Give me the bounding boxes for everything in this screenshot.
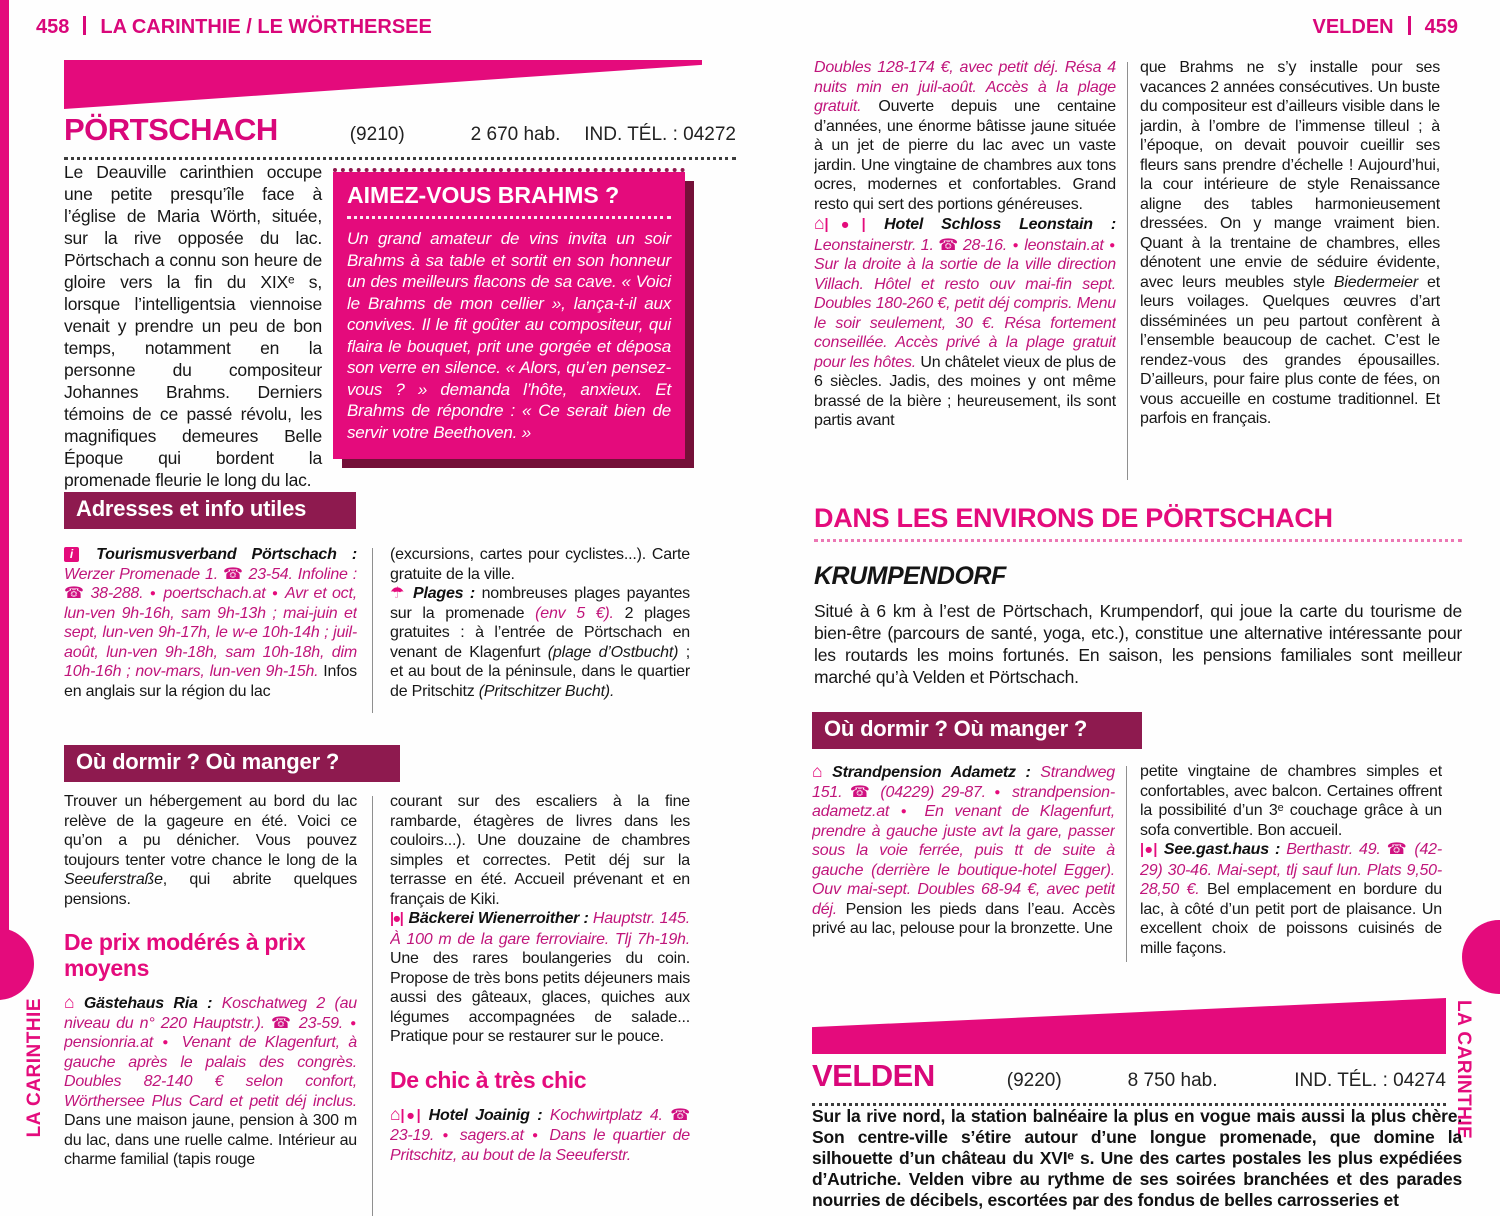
text-segment: 23-19. [390, 1127, 442, 1144]
resto-icon: |●| [390, 911, 403, 927]
adresses-column-2 [390, 545, 690, 723]
text-segment: Bel emplacement en bordure du lac, à côté d’un petit port de plaisance. Un excellent choix de poissons cuisinés de mille façons. [1140, 881, 1442, 957]
text-segment: Leonstainerstr. 1. [814, 236, 939, 254]
text-segment: Un châtelet vieux de plus de 6 siècles. Jadis, des moines y ont même brassé de la bière ; heureusement, ils sont partis avant [814, 353, 1116, 429]
phone-icon: ☎ [223, 565, 244, 583]
bullet-icon: ● [1109, 239, 1115, 251]
phone-icon: ☎ [64, 585, 85, 602]
city-name: PÖRTSCHACH [64, 112, 278, 147]
dotted-rule [814, 539, 1462, 542]
bullet-icon: ● [532, 1130, 541, 1141]
subhead-de-chic: De chic à très chic [390, 1066, 587, 1093]
text-segment: et leurs voilages. Quelques œuvres d’art disséminées un peu partout confèrent à l’ensemble beaucoup de cachet. C’est le rendez-vous des grandes épousailles. D’ailleurs, pour faire plus conte de fées, on vous accueille en costume traditionnel. Et parfois en français. [1140, 273, 1440, 427]
postal-code: (9210) [349, 124, 405, 145]
text-segment: , qui abrite quelques pensions. [64, 871, 357, 908]
krumpendorf-column-1 [812, 762, 1115, 968]
bullet-icon: ● [149, 588, 157, 599]
text-segment: Une des rares boulangeries du coin. Propose de très bons petits déjeuners mais aussi des gâteaux, glaces, quiches aux légumes accompagnées de salade... Pratique pour se restaurer sur le pouce. [390, 950, 690, 1045]
right-page-column-1 [814, 58, 1116, 484]
city-name: VELDEN [812, 1058, 935, 1093]
text-segment: Pension les pieds dans l’eau. Accès privé au lac, pelouse pour la bronzette. Une [812, 900, 1115, 937]
left-edge-strip [0, 0, 9, 988]
environs-section [814, 503, 1462, 542]
text-segment: 2 plages gratuites : à l’entrée de Pörtschach en venant de Klagenfurt [390, 604, 690, 661]
text-segment: Seeuferstraße [64, 871, 163, 888]
ou-dormir-column-1 [64, 792, 357, 1216]
city-banner-wedge [812, 998, 1446, 1054]
entry-strandpension-adametz [812, 762, 1115, 939]
header-divider-bar [83, 16, 86, 35]
city-banner-wedge [64, 60, 702, 109]
bullet-icon: ● [442, 1130, 452, 1141]
info-icon: i [64, 547, 79, 562]
krumpendorf-title: KRUMPENDORF [814, 562, 1006, 590]
text-segment: 38-288. [84, 585, 149, 602]
krumpendorf-column-2 [1140, 762, 1442, 968]
bullet-icon: ● [350, 1017, 356, 1029]
text-segment: strandpension-adametz.at [812, 783, 1115, 820]
text-segment: nombreuses plages payantes sur la promenade [390, 585, 690, 622]
text-segment: Hotel Joainig : [421, 1106, 550, 1124]
entry-baeckerei-wienerroither [390, 909, 690, 1047]
text-segment: Koschatweg 2 (au niveau du n° 220 Hauptstr.). [64, 995, 357, 1032]
page-number-left: 458 [36, 16, 70, 38]
text-segment: Bäckerei Wienerroither : [404, 910, 593, 927]
text-segment: Infos en anglais sur la région du lac [64, 663, 357, 700]
phone-icon: ☎ [670, 1106, 690, 1124]
text-segment: Strandweg 151. [812, 764, 1115, 801]
running-header-right [1313, 14, 1459, 39]
text-segment: See.gast.haus : [1157, 841, 1287, 858]
house-icon: ⌂ [812, 762, 823, 781]
text-segment: Biedermeier [1333, 273, 1418, 291]
section-header-ou-dormir-krumpendorf: Où dormir ? Où manger ? [812, 712, 1142, 749]
right-edge-tab-bump [1462, 920, 1500, 994]
bullet-icon: ● [162, 1037, 173, 1048]
box-body: Un grand amateur de vins invita un soir Brahms à sa table et sortit en son honneur un des meilleurs flacons de sa cave. « Voici le Brahms de mon cellier », lança-t-il aux convives. Il le fit goûter au compositeur, qui flaira le bouquet, prit une gorgée et déposa son verre en silence. « Alors, qu’en pensez-vous ? » demanda l’hôte, anxieux. Et Brahms de répondre : « Ce serait bien de servir votre Beethoven. » [347, 229, 671, 442]
phone-icon: ☎ [849, 783, 873, 801]
text-segment: 28-16. [958, 236, 1012, 254]
entry-continuation: courant sur des escaliers à la fine rambarde, étagères de livres dans les couloirs...). Une douzaine de chambres simples et correctes. Petit déj sur la terrasse en été. Accueil prévenant et en français de Kiki. [390, 793, 690, 908]
ou-dormir-intro [64, 792, 357, 909]
text-segment: poertschach.at [157, 585, 272, 602]
population: 8 750 hab. [1127, 1070, 1218, 1091]
box-title: AIMEZ-VOUS BRAHMS ? [347, 180, 671, 219]
phone-icon: ☎ [271, 1014, 293, 1032]
phone-icon: ☎ [938, 236, 959, 254]
text-segment: 23-54. Infoline : [243, 565, 357, 583]
entry-gaestehaus-ria [64, 993, 357, 1170]
entry-hotel-joainig [390, 1105, 690, 1166]
text-segment: Dans le quartier de Pritschitz, au bout de la Seeuferstr. [390, 1127, 690, 1164]
text-segment: Plages : [406, 585, 482, 602]
section-title-left: LA CARINTHIE / LE WÖRTHERSEE [100, 16, 432, 38]
text-segment: Berthastr. 49. [1286, 841, 1387, 858]
text-segment: Ouverte depuis une centaine d’années, une énorme bâtisse jaune située à un jet de pierre du lac avec un vaste jardin. Une vingtaine de chambres aux tons ocres, modernes et confortables. Grand resto qui sert des portions généreuses. [814, 98, 1116, 213]
bullet-icon: ● [994, 786, 1004, 798]
entry-tourism-office-continuation: (excursions, cartes pour cyclistes...). Carte gratuite de la ville. [390, 546, 690, 583]
header-divider-bar [1408, 16, 1411, 35]
text-segment: Venant de Klagenfurt, à gauche après le palais des congrès. Doubles 82-140 € selon confort, Wörthersee Plus Card et petit déj inclus. [64, 1034, 357, 1110]
section-header-ou-dormir: Où dormir ? Où manger ? [64, 745, 400, 782]
house-icon: ⌂ [814, 213, 825, 233]
city-intro-paragraph: Le Deauville carinthien occupe une petite presqu’île face à l’église de Maria Wörth, située, sur la rive opposée du lac. Pörtschach a connu son heure de gloire vers la fin du XIXᵉ s, lorsque l’intelligentsia viennoise venait y prendre un peu de bon temps, notamment en la personne du compositeur Johannes Brahms. Derniers témoins de ce passé révolu, les magnifiques demeures Belle Époque qui bordent la promenade fleurie le long du lac. [64, 162, 322, 490]
text-segment: pensionria.at [64, 1034, 162, 1051]
bullet-icon: ● [900, 806, 913, 817]
entry-tourism-office [64, 545, 357, 701]
velden-intro-paragraph: Sur la rive nord, la station balnéaire la plus en vogue mais aussi la plus chère. Son centre-ville s’étire autour d’une longue promenade, que domine la silhouette d’un château du XVIᵉ s. Une des cartes postales les plus expédiées d’Autriche. Velden vibre au rythme de ses soirées branchées et des parades nourries de décibels, escortées par des fondus de belles carrosseries et [812, 1106, 1462, 1210]
text-segment: Gästehaus Ria : [74, 995, 222, 1012]
text-segment: (Pritschitzer Bucht). [478, 682, 615, 700]
text-segment: Avr et oct, lun-ven 9h-16h, sam 9h-13h ; mai-juin et sept, lun-ven 9h-17h, le w-e 10h-14h ; juil-août, lun-ven 9h-18h, sam 10h-18h, dim 10h-16h ; nov-mars, lun-ven 9h-15h. [64, 585, 357, 680]
section-header-adresses: Adresses et info utiles [64, 492, 356, 529]
bullet-icon: ● [1012, 239, 1019, 251]
entry-continuation [1140, 58, 1440, 429]
population: 2 670 hab. [470, 124, 561, 145]
phone-index: IND. TÉL. : 04274 [1294, 1070, 1446, 1091]
right-page-column-2 [1140, 58, 1440, 484]
krumpendorf-intro: Situé à 6 km à l’est de Pörtschach, Krumpendorf, qui joue la carte du tourisme de bien-être (parcours de santé, yoga, etc.), constitue une alternative intéressante pour les routards les moins fortunés. En saison, les pensions familiales sont meilleur marché qu’à Velden et Pörtschach. [814, 601, 1462, 687]
postal-code: (9220) [1006, 1070, 1062, 1091]
house-icon: ⌂ [64, 992, 75, 1012]
text-segment: leonstain.at [1019, 236, 1109, 254]
phone-icon: ☎ [1386, 841, 1409, 858]
text-segment: Werzer Promenade 1. [64, 565, 223, 583]
column-divider [372, 796, 373, 1216]
column-divider [372, 548, 373, 713]
ou-dormir-column-2 [390, 792, 690, 1216]
running-header-left [36, 14, 432, 39]
entry-seegasthaus [1140, 840, 1442, 958]
entry-continuation: petite vingtaine de chambres simples et confortables, avec balcon. Certaines offrent la possibilité d’un 3ᵉ couchage grâce à un sofa convertible. Bon accueil. [1140, 763, 1442, 839]
phone-index: IND. TÉL. : 04272 [584, 124, 736, 145]
column-divider [1127, 62, 1128, 480]
subhead-prix-moderes: De prix modérés à prix moyens [64, 929, 306, 981]
text-segment: (42-29) 30-46. Mai-sept, tlj sauf lun. Plats 9,50-28,50 €. [1140, 841, 1442, 898]
left-side-tab: LA CARINTHIE [24, 998, 45, 1138]
text-segment: En venant de Klagenfurt, prendre à gauche juste avt la gare, passer sous la voie ferrée, puis tt de suite à gauche (derrière le boutique-hotel Egger). Ouv mai-sept. Doubles 68-94 €, avec petit déj. [812, 803, 1115, 918]
text-segment: Hotel Schloss Leonstain : [866, 216, 1116, 233]
city-banner-portschach [64, 112, 736, 160]
text-segment: 23-59. [292, 1014, 350, 1032]
text-segment: Dans une maison jaune, pension à 300 m du lac, dans une ruelle calme. Intérieur au charme familial (tapis rouge [64, 1112, 357, 1168]
text-segment: Doubles 128-174 €, avec petit déj. Résa 4 nuits min en juil-août. Accès à la plage gratuit. [814, 59, 1116, 115]
text-segment: Strandpension Adametz : [822, 764, 1041, 781]
city-banner-velden [812, 1058, 1446, 1106]
environs-title: DANS LES ENVIRONS DE PÖRTSCHACH [814, 503, 1333, 533]
text-segment: (plage d’Ostbucht) [547, 643, 679, 661]
text-segment: Trouver un hébergement au bord du lac relève de la gageure en été. Voici ce qu’on a pu dénicher. Vous pouvez toujours tenter votre chance le long de la [64, 793, 357, 869]
right-side-tab: LA CARINTHIE [1453, 1000, 1474, 1140]
text-segment: que Brahms ne s’y installe pour ses vacances 2 années consécutives. Un buste du compositeur est d’ailleurs visible dans le jardin, à l’ombre de l’immense tilleul ; à l’époque, on devait pouvoir cueillir ses fleurs sans prendre d’échelle ! Aujourd’hui, la cour intérieure de style Renaissance aligne des tables harmonieusement dressées. On y mange vraiment bien. Quant à la trentaine de chambres, elles dénotent une envie de séduire évidente, avec leurs meubles style [1140, 59, 1440, 291]
section-title-right: VELDEN [1312, 16, 1394, 38]
resto-icon: |●| [824, 217, 865, 233]
entry-plages [390, 584, 690, 701]
entry-hotel-schloss-leonstain [814, 214, 1116, 431]
text-segment: Tourismusverband Pörtschach : [81, 546, 357, 563]
text-segment: (env 5 €). [535, 604, 614, 622]
text-segment: (04229) 29-87. [872, 783, 994, 801]
entry-continuation [814, 58, 1116, 214]
text-segment: sagers.at [452, 1127, 532, 1144]
page-number-right: 459 [1424, 16, 1458, 38]
adresses-column-1 [64, 545, 357, 723]
resto-icon: |●| [1140, 842, 1156, 858]
brahms-anecdote-box [333, 168, 685, 459]
beach-icon: ☂ [390, 585, 407, 602]
house-icon: ⌂ [390, 1103, 401, 1124]
bullet-icon: ● [272, 588, 280, 599]
left-edge-tab-bump [0, 928, 34, 1000]
text-segment: Hauptstr. 145. À 100 m de la gare ferroviaire. Tlj 7h-19h. [390, 910, 690, 948]
resto-icon: |●| [400, 1107, 420, 1124]
text-segment: Sur la droite à la sortie de la ville direction Villach. Hôtel et resto ouv mai-fin sept. Doubles 180-260 €, petit déj compris. Menu le soir seulement, 30 €. Résa fortement conseillée. Accès privé à la plage gratuit pour les hôtes. [814, 256, 1116, 371]
text-segment: ; et au bout de la péninsule, dans le quartier de Pritschitz [390, 643, 690, 700]
text-segment: Kochwirtplatz 4. [549, 1106, 671, 1124]
column-divider [1126, 766, 1127, 962]
